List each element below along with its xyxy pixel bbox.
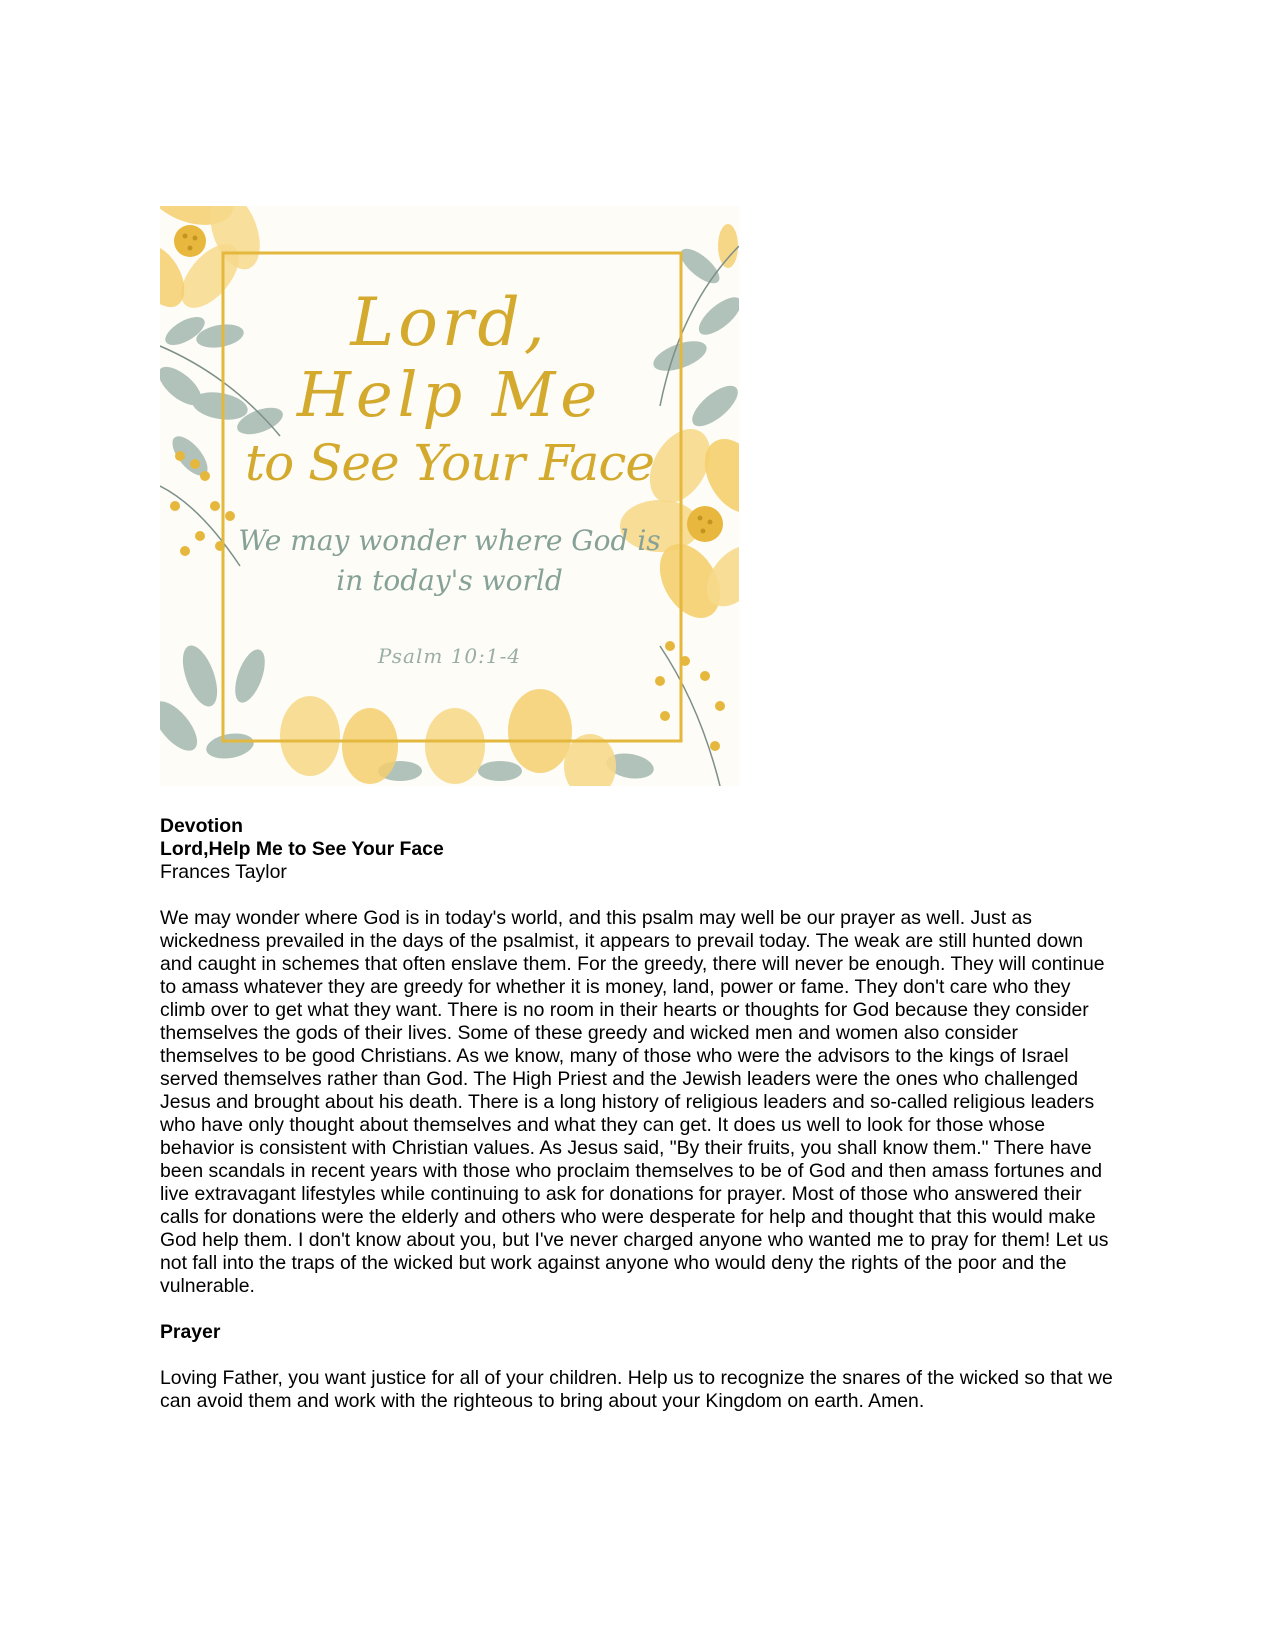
flowers-bottom — [280, 689, 616, 786]
author-name: Frances Taylor — [160, 861, 287, 883]
devotion-body: We may wonder where God is in today's world, and this psalm may well be our prayer as well. Just as wickedness prevailed in the days of the psalmist, it appears to prevail today. The weak are still hunted down and caught in schemes that often enslave them. For the greedy, there will never be enough. They will continue to amass whatever they are greedy for whether it is money, land, power or fame. They don't care who they climb over to get what they want. There is no room in their hearts or thoughts for God because they consider themselves the gods of their lives. Some of these greedy and wicked men and women also consider themselves to be good Christians. As we know, many of those who were the advisors to the kings of Israel served themselves rather than God. The High Priest and the Jewish leaders were the ones who challenged Jesus and brought about his death. There is a long history of religious leaders and so-called religious leaders who have only thought about themselves and what they can get. It does us well to look for those whose behavior is consistent with Christian values. As Jesus said, "By their fruits, you shall know them." There have been scandals in recent years with those who proclaim themselves to be of God and then amass fortunes and live extravagant lifestyles while continuing to ask for donations for prayer. Most of those who answered their calls for donations were the elderly and others who were desperate for help and thought that this would make God help them. I don't know about you, but I've never charged anyone who wanted me to pray for them! Let us not fall into the traps of the wicked but work against anyone who would deny the rights of the poor and the vulnerable. — [160, 907, 1109, 1297]
image-title-line1: Lord, — [350, 284, 549, 361]
image-reference: Psalm 10:1-4 — [377, 644, 522, 668]
image-subtitle-line2: in today's world — [336, 564, 563, 597]
prayer-text: Loving Father, you want justice for all of your children. Help us to recognize the snares of the wicked so that we can avoid them and work with the righteous to bring about your Kingdom on earth. Amen. — [160, 1367, 1113, 1412]
devotion-text — [160, 815, 1120, 1413]
prayer-heading: Prayer — [160, 1321, 221, 1343]
devotion-image — [160, 206, 739, 786]
image-title-line2: Help Me — [296, 358, 603, 431]
image-title-line3: to See Your Face — [245, 434, 654, 492]
devotion-title: Lord,Help Me to See Your Face — [160, 838, 444, 860]
section-label: Devotion — [160, 815, 243, 837]
image-subtitle-line1: We may wonder where God is — [238, 524, 661, 557]
